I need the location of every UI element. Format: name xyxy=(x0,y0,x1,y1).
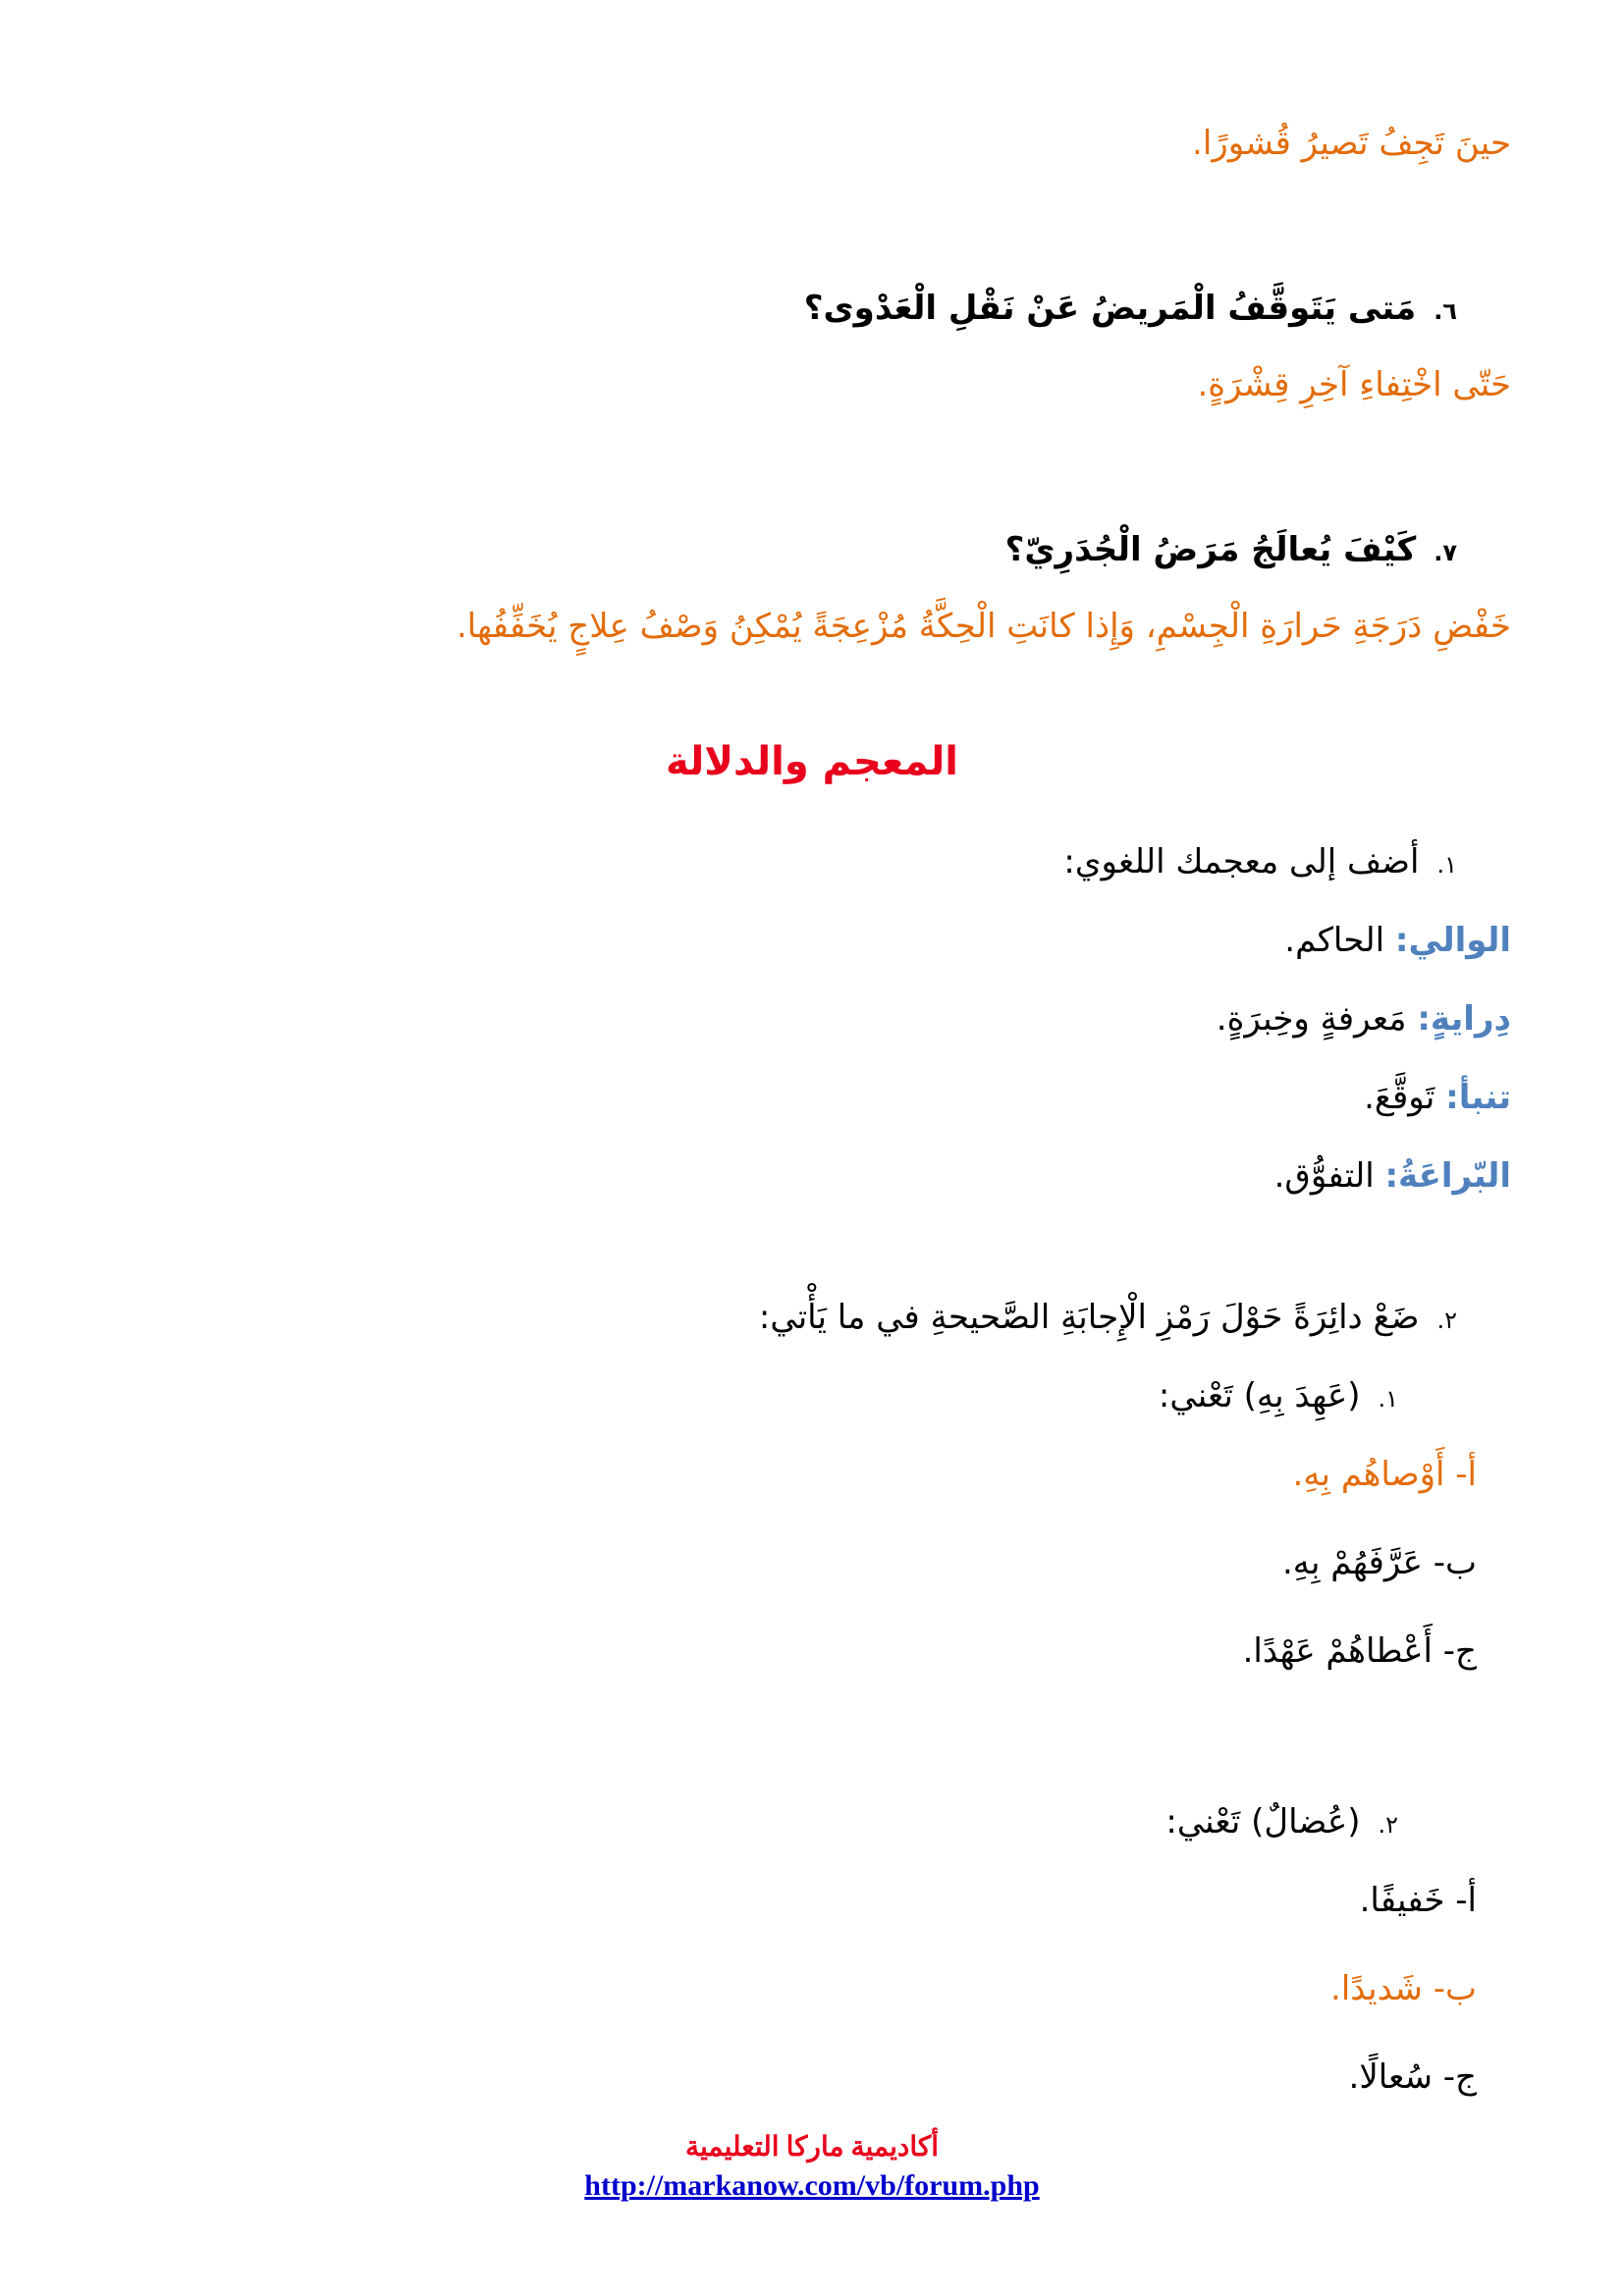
item-1-option-c[interactable]: ج- أَعْطاهُمْ عَهْدًا. xyxy=(1242,1631,1477,1671)
question-number: ٧. xyxy=(1434,539,1457,566)
vocab-entry xyxy=(1217,995,1511,1042)
item-2-option-a[interactable]: أ- خَفيفًا. xyxy=(1359,1881,1477,1920)
exercise-number: ٢. xyxy=(1436,1307,1457,1334)
exercise-1-instruction xyxy=(1063,838,1457,888)
item-1-prompt xyxy=(1159,1372,1398,1422)
vocab-term: دِرايةٍ: xyxy=(1417,999,1511,1039)
instruction-text: أضف إلى معجمك اللغوي: xyxy=(1063,842,1420,881)
vocab-entry xyxy=(1284,917,1511,964)
item-1-option-b[interactable]: ب- عَرَّفَهُمْ بِهِ. xyxy=(1282,1543,1477,1582)
answer-7: خَفْضِ دَرَجَةِ حَرارَةِ الْجِسْمِ، وَإِذا كانَتِ الْحِكَّةُ مُزْعِجَةً يُمْكِنُ وَصْفُ عِلاجٍ يُخَفِّفُها. xyxy=(456,607,1511,646)
footer-title: أكاديمية ماركا التعليمية xyxy=(684,2132,940,2163)
question-text: كَيْفَ يُعالَجُ مَرَضُ الْجُدَرِيّ؟ xyxy=(1004,530,1417,569)
item-1-option-a[interactable]: أ- أَوْصاهُم بِهِ. xyxy=(1292,1455,1477,1494)
item-2-prompt xyxy=(1165,1798,1398,1848)
exercise-number: ١. xyxy=(1436,851,1457,879)
footer-link[interactable]: http://markanow.com/vb/forum.php xyxy=(584,2169,1040,2202)
vocab-term: تنبأ: xyxy=(1445,1078,1511,1117)
item-prompt-text: (عَهِدَ بِهِ) تَعْني: xyxy=(1158,1376,1361,1415)
vocab-entry xyxy=(1364,1074,1511,1121)
vocab-meaning: التفوُّق. xyxy=(1273,1156,1385,1196)
item-2-option-b[interactable]: ب- شَديدًا. xyxy=(1330,1969,1477,2008)
item-prompt-text: (عُضالٌ) تَعْني: xyxy=(1165,1802,1361,1842)
vocab-meaning: الحاكم. xyxy=(1284,921,1395,960)
item-2-option-c[interactable]: ج- سُعالًا. xyxy=(1348,2057,1477,2097)
question-number: ٦. xyxy=(1434,297,1457,325)
item-number: ١. xyxy=(1378,1385,1398,1413)
item-number: ٢. xyxy=(1378,1811,1398,1839)
vocab-term: الوالي: xyxy=(1394,921,1511,960)
exercise-2-instruction xyxy=(759,1294,1457,1344)
vocab-term: البّراعَةُ: xyxy=(1384,1156,1511,1196)
answer-6: حَتّى اخْتِفاءِ آخِرِ قِشْرَةٍ. xyxy=(1197,365,1511,404)
answer-line: حينَ تَجِفُ تَصيرُ قُشورًا. xyxy=(1192,124,1511,163)
vocab-entry xyxy=(1274,1152,1511,1200)
question-7 xyxy=(1005,526,1457,576)
question-text: مَتى يَتَوقَّفُ الْمَريضُ عَنْ نَقْلِ الْعَدْوى؟ xyxy=(803,289,1417,328)
vocab-meaning: تَوقَّعَ. xyxy=(1364,1078,1446,1117)
section-title: المعجم والدلالة xyxy=(665,739,958,784)
vocab-meaning: مَعرفةٍ وخِبرَةٍ. xyxy=(1216,999,1418,1039)
instruction-text: ضَعْ دائِرَةً حَوْلَ رَمْزِ الْإِجابَةِ الصَّحيحةِ في ما يَأْتي: xyxy=(758,1298,1420,1337)
question-6 xyxy=(804,285,1457,335)
